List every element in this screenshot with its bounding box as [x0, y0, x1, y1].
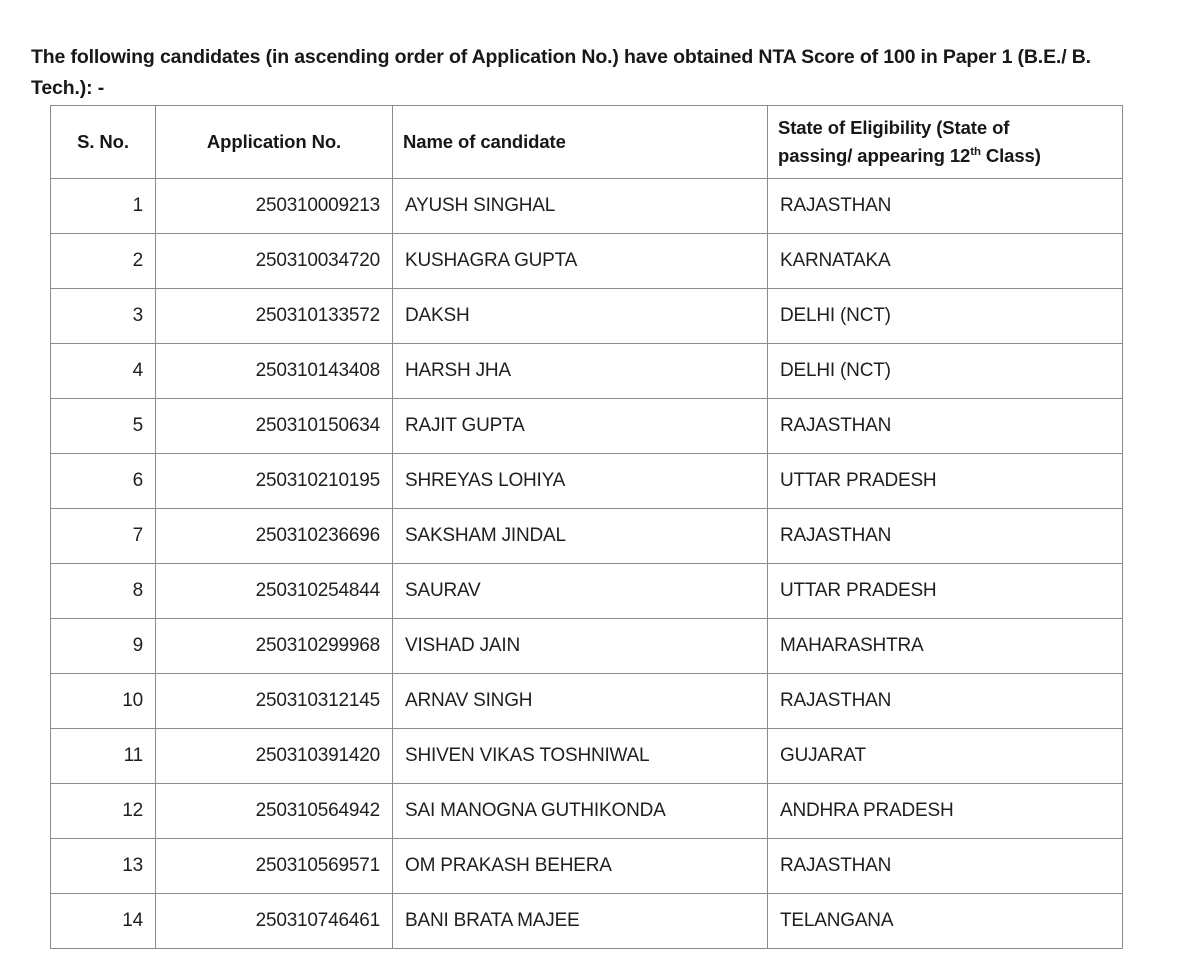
cell-serial-number: 11 [51, 729, 156, 784]
cell-state-of-eligibility: ANDHRA PRADESH [768, 784, 1123, 839]
table-row [51, 894, 1123, 949]
table-row [51, 784, 1123, 839]
state-header-line-2-prefix: passing/ appearing 12 [778, 145, 971, 166]
table-row [51, 234, 1123, 289]
cell-serial-number: 12 [51, 784, 156, 839]
table-row [51, 619, 1123, 674]
cell-application-number: 250310150634 [156, 399, 393, 454]
table-row [51, 179, 1123, 234]
cell-application-number: 250310254844 [156, 564, 393, 619]
cell-application-number: 250310133572 [156, 289, 393, 344]
table-row [51, 509, 1123, 564]
cell-serial-number: 6 [51, 454, 156, 509]
cell-state-of-eligibility: RAJASTHAN [768, 399, 1123, 454]
cell-state-of-eligibility: RAJASTHAN [768, 509, 1123, 564]
table-row [51, 564, 1123, 619]
cell-candidate-name: SHIVEN VIKAS TOSHNIWAL [393, 729, 768, 784]
cell-application-number: 250310009213 [156, 179, 393, 234]
cell-candidate-name: OM PRAKASH BEHERA [393, 839, 768, 894]
cell-application-number: 250310569571 [156, 839, 393, 894]
table-row [51, 839, 1123, 894]
cell-serial-number: 14 [51, 894, 156, 949]
cell-serial-number: 10 [51, 674, 156, 729]
cell-state-of-eligibility: RAJASTHAN [768, 839, 1123, 894]
cell-serial-number: 4 [51, 344, 156, 399]
cell-application-number: 250310564942 [156, 784, 393, 839]
cell-candidate-name: DAKSH [393, 289, 768, 344]
table-row [51, 289, 1123, 344]
cell-candidate-name: BANI BRATA MAJEE [393, 894, 768, 949]
cell-application-number: 250310312145 [156, 674, 393, 729]
table-row [51, 454, 1123, 509]
cell-serial-number: 1 [51, 179, 156, 234]
cell-state-of-eligibility: TELANGANA [768, 894, 1123, 949]
table-header-row [51, 106, 1123, 179]
cell-serial-number: 8 [51, 564, 156, 619]
cell-application-number: 250310299968 [156, 619, 393, 674]
cell-state-of-eligibility: UTTAR PRADESH [768, 454, 1123, 509]
cell-candidate-name: SAKSHAM JINDAL [393, 509, 768, 564]
cell-application-number: 250310210195 [156, 454, 393, 509]
cell-candidate-name: VISHAD JAIN [393, 619, 768, 674]
table-row [51, 729, 1123, 784]
cell-state-of-eligibility: DELHI (NCT) [768, 289, 1123, 344]
cell-application-number: 250310034720 [156, 234, 393, 289]
intro-paragraph: The following candidates (in ascending order of Application No.) have obtained NTA Score of 100 in Paper 1 (B.E./ B. Tech.): - [31, 45, 1091, 99]
state-header-ordinal-suffix: th [970, 145, 981, 158]
cell-state-of-eligibility: MAHARASHTRA [768, 619, 1123, 674]
cell-state-of-eligibility: KARNATAKA [768, 234, 1123, 289]
cell-serial-number: 7 [51, 509, 156, 564]
column-header-state-of-eligibility [768, 106, 1123, 179]
cell-state-of-eligibility: DELHI (NCT) [768, 344, 1123, 399]
cell-application-number: 250310236696 [156, 509, 393, 564]
cell-serial-number: 5 [51, 399, 156, 454]
cell-candidate-name: SHREYAS LOHIYA [393, 454, 768, 509]
table-row [51, 344, 1123, 399]
candidates-table-container [50, 105, 1122, 949]
table-row [51, 674, 1123, 729]
state-header-line-1: State of Eligibility (State of [778, 117, 1010, 138]
cell-candidate-name: HARSH JHA [393, 344, 768, 399]
table-row [51, 399, 1123, 454]
cell-state-of-eligibility: UTTAR PRADESH [768, 564, 1123, 619]
cell-candidate-name: SAURAV [393, 564, 768, 619]
cell-application-number: 250310746461 [156, 894, 393, 949]
state-header-line-2-suffix: Class) [980, 145, 1041, 166]
table-header [51, 106, 1123, 179]
cell-state-of-eligibility: GUJARAT [768, 729, 1123, 784]
cell-serial-number: 9 [51, 619, 156, 674]
cell-state-of-eligibility: RAJASTHAN [768, 179, 1123, 234]
cell-application-number: 250310143408 [156, 344, 393, 399]
cell-candidate-name: ARNAV SINGH [393, 674, 768, 729]
cell-serial-number: 2 [51, 234, 156, 289]
column-header-serial-number: S. No. [51, 106, 156, 179]
cell-candidate-name: KUSHAGRA GUPTA [393, 234, 768, 289]
cell-serial-number: 3 [51, 289, 156, 344]
cell-serial-number: 13 [51, 839, 156, 894]
column-header-application-number: Application No. [156, 106, 393, 179]
cell-application-number: 250310391420 [156, 729, 393, 784]
cell-candidate-name: AYUSH SINGHAL [393, 179, 768, 234]
column-header-candidate-name: Name of candidate [393, 106, 768, 179]
cell-candidate-name: SAI MANOGNA GUTHIKONDA [393, 784, 768, 839]
cell-candidate-name: RAJIT GUPTA [393, 399, 768, 454]
table-body [51, 179, 1123, 949]
cell-state-of-eligibility: RAJASTHAN [768, 674, 1123, 729]
candidates-table [50, 105, 1123, 949]
